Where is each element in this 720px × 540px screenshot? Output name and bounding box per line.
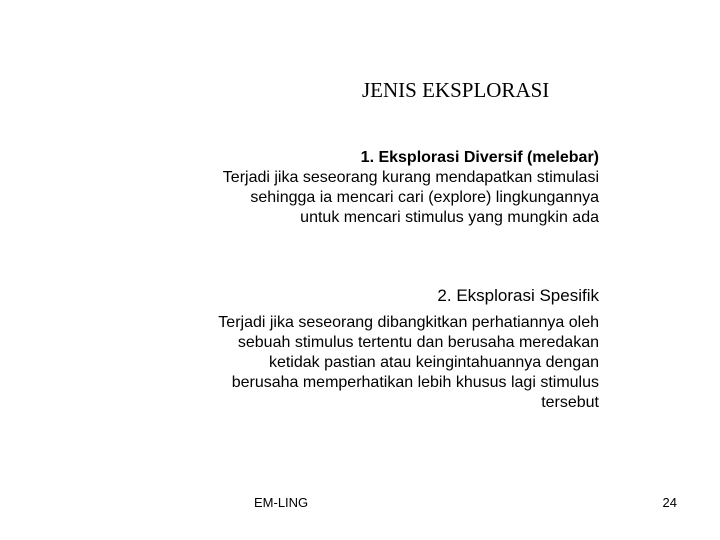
body-line: Terjadi jika seseorang dibangkitkan perhatiannya oleh bbox=[218, 314, 599, 331]
body-line: tersebut bbox=[541, 394, 599, 411]
section-spesifik bbox=[139, 285, 599, 413]
slide-title: JENIS EKSPLORASI bbox=[362, 78, 550, 102]
body-line: untuk mencari stimulus yang mungkin ada bbox=[300, 209, 599, 226]
body-line: berusaha memperhatikan lebih khusus lagi stimulus bbox=[231, 374, 599, 391]
body-line: sebuah stimulus tertentu dan berusaha meredakan bbox=[237, 334, 599, 351]
section-heading: 2. Eksplorasi Spesifik bbox=[437, 286, 599, 305]
body-line: ketidak pastian atau keingintahuannya dengan bbox=[268, 354, 599, 371]
body-line: sehingga ia mencari cari (explore) lingkungannya bbox=[250, 189, 599, 206]
section-heading: 1. Eksplorasi Diversif (melebar) bbox=[360, 149, 599, 166]
footer-author: EM-LING bbox=[254, 495, 309, 510]
section-diversif bbox=[139, 148, 599, 228]
body-line: Terjadi jika seseorang kurang mendapatkan stimulasi bbox=[222, 169, 599, 186]
page-number: 24 bbox=[662, 495, 677, 510]
